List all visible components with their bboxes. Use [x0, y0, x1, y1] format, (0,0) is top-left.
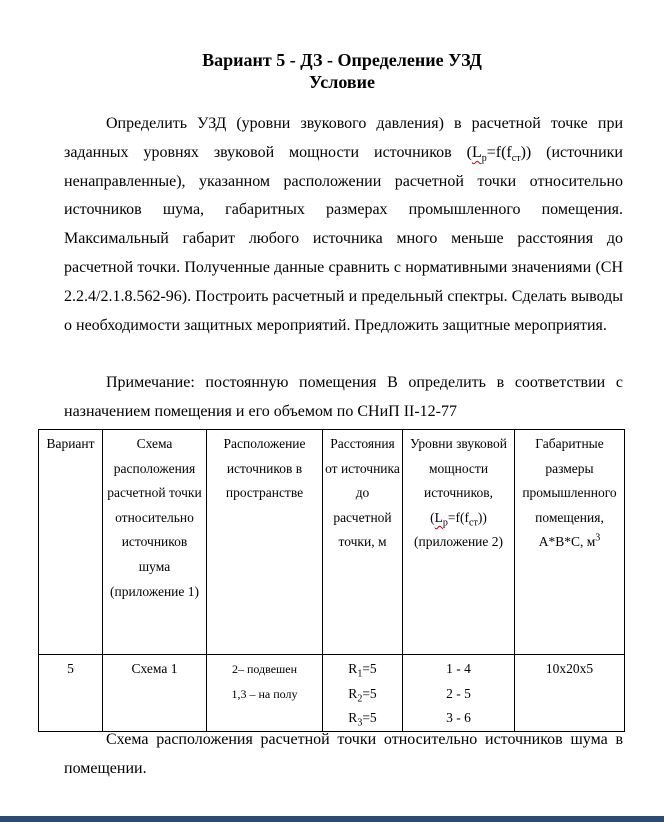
task-paragraph: [64, 110, 623, 340]
table-row: [39, 655, 625, 732]
header-dimensions: Габаритные размеры промышленного помещения, А*В*С, $м^3$: [515, 430, 625, 655]
freq-subscript: ст: [511, 152, 521, 164]
distance-r2: $R_2=5$: [348, 685, 377, 705]
cell-distances: [323, 655, 403, 732]
cell-dimensions: 10х20х5: [515, 655, 625, 732]
distance-r3: $R_3=5$: [348, 710, 377, 729]
header-variant: Вариант: [39, 430, 103, 655]
note-paragraph: Примечание: постоянную помещения В определить в соответствии с назначением помещения и его объемом по СНиП II-12-77: [64, 374, 623, 420]
header-levels: Уровни звуковой мощности источников, $(L_p=f(f_{ст}))$ (приложение 2): [403, 430, 515, 655]
scheme-caption: Схема расположения расчетной точки относительно источников шума в помещении.: [64, 731, 623, 777]
bottom-border-bar: [0, 816, 664, 822]
table-header-row: [39, 430, 625, 655]
data-table: [38, 429, 625, 732]
header-distances: Расстояния от источника до расчетной точки, м: [323, 430, 403, 655]
task-text-rest: )) (источники ненаправленные), указанном расположении расчетной точки относительно источников шума, габаритных размерах промышленного помещения. Максимальный габарит любого источника много меньше расстояния до расчетной точки. Полученные данные сравнить с нормативными значениями (СН 2.2.4/2.1.8.562-96). Построить расчетный и предельный спектры. Сделать выводы о необходимости защитных мероприятий. Предложить защитные мероприятия.: [64, 143, 623, 334]
distance-r1: $R_1=5$: [348, 661, 377, 680]
section-heading: Условие: [309, 72, 375, 92]
task-text-start: Определить УЗД (уровни звукового давления) в расчетной точке при заданных уровнях звуковой мощности источников (: [64, 115, 623, 161]
cell-variant: 5: [39, 655, 103, 732]
header-scheme: Схема расположения расчетной точки относительно источников шума (приложение 1): [103, 430, 207, 655]
document-title: Вариант 5 - ДЗ - Определение УЗД: [202, 50, 482, 70]
lp-symbol: $L_p$: [471, 143, 487, 164]
cell-scheme: Схема 1: [103, 655, 207, 732]
header-placement: Расположение источников в пространстве: [207, 430, 323, 655]
cell-placement: 2– подвешен 1,3 – на полу: [207, 655, 323, 732]
lp-equation: =f(f: [486, 143, 512, 161]
cell-levels: 1 - 4 2 - 5 3 - 6: [403, 655, 515, 732]
